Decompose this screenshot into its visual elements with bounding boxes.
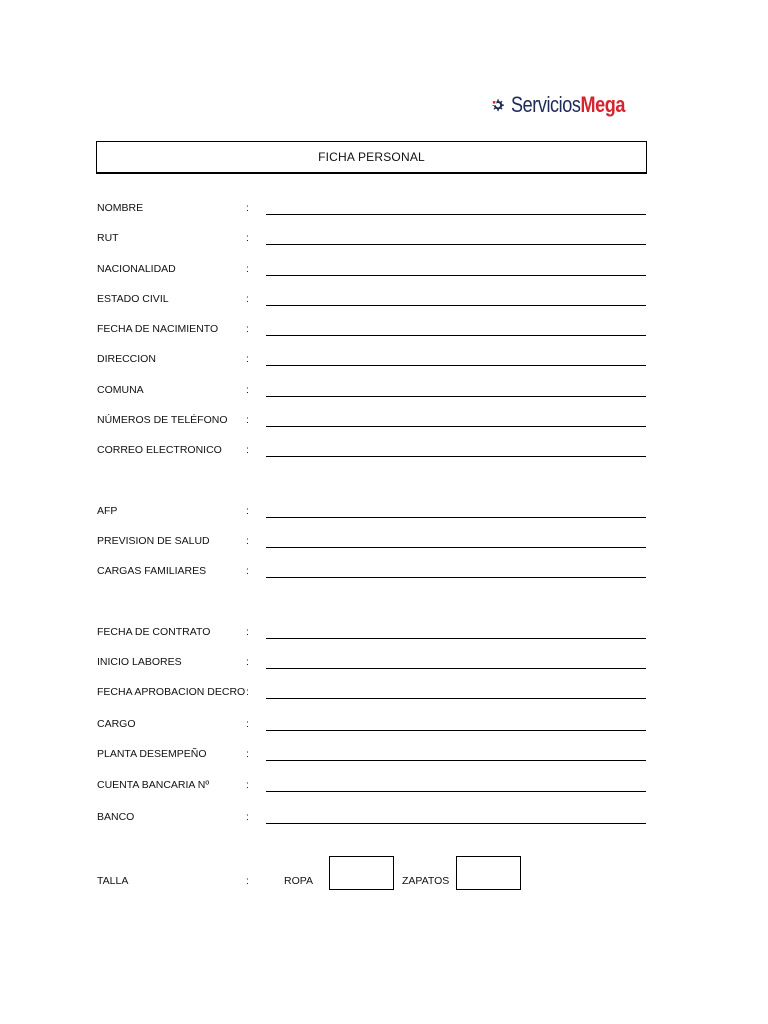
form-field-row — [97, 229, 647, 249]
form-field-row — [97, 260, 647, 280]
field-label: FECHA DE CONTRATO — [97, 626, 211, 638]
field-label: DIRECCION — [97, 353, 156, 365]
field-label: FECHA DE NACIMIENTO — [97, 323, 219, 335]
zapatos-size-box[interactable] — [456, 856, 521, 890]
form-field-row — [97, 441, 647, 461]
form-title: FICHA PERSONAL — [96, 141, 647, 174]
field-input-line[interactable] — [266, 547, 646, 548]
form-field-row — [97, 745, 647, 765]
field-separator: : — [246, 686, 249, 698]
field-input-line[interactable] — [266, 244, 646, 245]
form-field-row — [97, 653, 647, 673]
field-separator: : — [246, 505, 249, 517]
zapatos-label: ZAPATOS — [402, 875, 450, 887]
field-input-line[interactable] — [266, 668, 646, 669]
field-label: CARGO — [97, 718, 136, 730]
field-input-line[interactable] — [266, 305, 646, 306]
form-field-row — [97, 623, 647, 643]
talla-row — [97, 855, 647, 895]
talla-label: TALLA — [97, 875, 129, 887]
logo-word-servicios: Servicios — [511, 92, 581, 117]
logo-word-mega: Mega — [580, 92, 625, 117]
form-field-row — [97, 411, 647, 431]
field-label: AFP — [97, 505, 118, 517]
ropa-label: ROPA — [284, 875, 313, 887]
form-field-row — [97, 350, 647, 370]
field-input-line[interactable] — [266, 456, 646, 457]
form-field-row — [97, 683, 647, 703]
field-label: FECHA APROBACION DECRO — [97, 686, 246, 698]
field-input-line[interactable] — [266, 698, 646, 699]
ropa-size-box[interactable] — [329, 856, 394, 890]
field-input-line[interactable] — [266, 730, 646, 731]
field-label: NÚMEROS DE TELÉFONO — [97, 414, 228, 426]
form-field-row — [97, 290, 647, 310]
field-input-line[interactable] — [266, 517, 646, 518]
field-label: RUT — [97, 232, 119, 244]
field-input-line[interactable] — [266, 577, 646, 578]
field-separator: : — [246, 414, 249, 426]
field-separator: : — [246, 232, 249, 244]
field-input-line[interactable] — [266, 760, 646, 761]
form-field-row — [97, 381, 647, 401]
field-separator: : — [246, 202, 249, 214]
field-label: BANCO — [97, 811, 135, 823]
field-separator: : — [246, 875, 249, 887]
form-field-row — [97, 562, 647, 582]
field-label: CUENTA BANCARIA Nº — [97, 779, 210, 791]
field-label: PREVISION DE SALUD — [97, 535, 210, 547]
form-field-row — [97, 532, 647, 552]
field-input-line[interactable] — [266, 275, 646, 276]
field-input-line[interactable] — [266, 426, 646, 427]
field-input-line[interactable] — [266, 365, 646, 366]
field-separator: : — [246, 626, 249, 638]
form-field-row — [97, 715, 647, 735]
field-separator: : — [246, 263, 249, 275]
field-separator: : — [246, 748, 249, 760]
field-separator: : — [246, 353, 249, 365]
field-separator: : — [246, 718, 249, 730]
field-input-line[interactable] — [266, 823, 646, 824]
field-label: ESTADO CIVIL — [97, 293, 169, 305]
field-label: CORREO ELECTRONICO — [97, 444, 222, 456]
gear-icon — [490, 84, 505, 126]
field-separator: : — [246, 565, 249, 577]
field-separator: : — [246, 656, 249, 668]
field-input-line[interactable] — [266, 335, 646, 336]
field-separator: : — [246, 444, 249, 456]
field-label: INICIO LABORES — [97, 656, 182, 668]
field-separator: : — [246, 293, 249, 305]
form-field-row — [97, 199, 647, 219]
field-label: PLANTA DESEMPEÑO — [97, 748, 207, 760]
form-field-row — [97, 808, 647, 828]
field-label: NOMBRE — [97, 202, 144, 214]
servicios-mega-logo — [490, 80, 650, 130]
field-separator: : — [246, 811, 249, 823]
field-separator: : — [246, 779, 249, 791]
field-input-line[interactable] — [266, 791, 646, 792]
field-separator: : — [246, 535, 249, 547]
field-separator: : — [246, 384, 249, 396]
form-field-row — [97, 776, 647, 796]
field-input-line[interactable] — [266, 396, 646, 397]
field-input-line[interactable] — [266, 638, 646, 639]
logo-wordmark — [511, 92, 625, 118]
form-field-row — [97, 502, 647, 522]
field-input-line[interactable] — [266, 214, 646, 215]
field-label: COMUNA — [97, 384, 144, 396]
field-label: NACIONALIDAD — [97, 263, 176, 275]
field-separator: : — [246, 323, 249, 335]
field-label: CARGAS FAMILIARES — [97, 565, 207, 577]
form-field-row — [97, 320, 647, 340]
